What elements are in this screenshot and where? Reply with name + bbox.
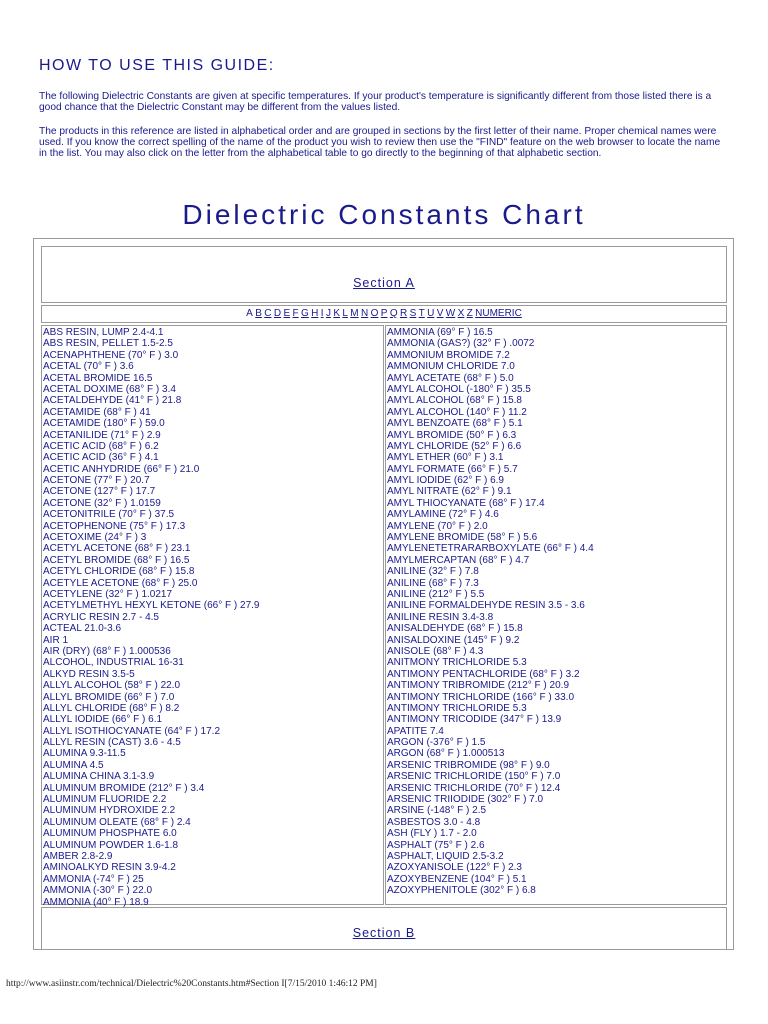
entry-row: ACETYLMETHYL HEXYL KETONE (66° F ) 27.9 — [43, 600, 260, 612]
entry-row: AMYL ALCOHOL (140° F ) 11.2 — [387, 406, 527, 418]
entry-row: AMYL ACETATE (68° F ) 5.0 — [387, 372, 514, 384]
entry-row: ACETANILIDE (71° F ) 2.9 — [43, 429, 161, 441]
entry-row: ACETAMIDE (180° F ) 59.0 — [43, 418, 165, 430]
entry-row: ALLYL BROMIDE (66° F ) 7.0 — [43, 691, 175, 703]
entry-row: ANTIMONY PENTACHLORIDE (68° F ) 3.2 — [387, 668, 580, 680]
section-a-link[interactable]: Section A — [353, 276, 415, 290]
entry-row: AMYL FORMATE (66° F ) 5.7 — [387, 463, 518, 475]
alphabet-link-d[interactable]: D — [273, 308, 282, 319]
entry-row: ACETOXIME (24° F ) 3 — [43, 532, 147, 544]
entry-row: AZOXYANISOLE (122° F ) 2.3 — [387, 862, 522, 874]
entry-row: ANILINE (212° F ) 5.5 — [387, 588, 485, 600]
alphabet-link-w[interactable]: W — [445, 308, 456, 319]
entry-row: ANITMONY TRICHLORIDE 5.3 — [387, 657, 527, 669]
alphabet-link-j[interactable]: J — [325, 308, 331, 319]
entry-row: ACETOPHENONE (75° F ) 17.3 — [43, 520, 186, 532]
entry-row: ACETONE (77° F ) 20.7 — [43, 475, 150, 487]
entry-row: AMYLENETETRARARBOXYLATE (66° F ) 4.4 — [387, 543, 594, 555]
entry-row: AMYL NITRATE (62° F ) 9.1 — [387, 486, 512, 498]
entry-row: ACETYL ACETONE (68° F ) 23.1 — [43, 543, 191, 555]
entry-row: ANISOLE (68° F ) 4.3 — [387, 645, 484, 657]
entry-row: ACETONITRILE (70° F ) 37.5 — [43, 509, 175, 521]
entry-row: AMYLENE (70° F ) 2.0 — [387, 520, 488, 532]
entry-row: ALLYL CHLORIDE (68° F ) 8.2 — [43, 702, 180, 714]
chart-table — [33, 238, 734, 950]
entry-row: AMYL ALCOHOL (68° F ) 15.8 — [387, 395, 522, 407]
entry-row: AMYLAMINE (72° F ) 4.6 — [387, 509, 499, 521]
entry-row: ANILINE (68° F ) 7.3 — [387, 577, 479, 589]
entry-row: AMYL ALCOHOL (-180° F ) 35.5 — [387, 383, 531, 395]
entry-row: AMYLMERCAPTAN (68° F ) 4.7 — [387, 554, 530, 566]
entry-row: AMYL BROMIDE (50° F ) 6.3 — [387, 429, 517, 441]
entry-row: ACETAL BROMIDE 16.5 — [43, 372, 153, 384]
alphabet-link-p[interactable]: P — [380, 308, 388, 319]
right-entry-list — [387, 327, 594, 897]
entry-row: AMMONIA (GAS?) (32° F ) .0072 — [387, 338, 535, 350]
entry-row: ALUMINUM BROMIDE (212° F ) 3.4 — [43, 782, 205, 794]
entry-row: ACETYLE ACETONE (68° F ) 25.0 — [43, 577, 198, 589]
right-column — [385, 325, 727, 905]
alphabet-link-numeric[interactable]: NUMERIC — [475, 308, 522, 319]
entry-row: ANTIMONY TRIBROMIDE (212° F ) 20.9 — [387, 680, 570, 692]
entry-row: AMYLENE BROMIDE (58° F ) 5.6 — [387, 532, 538, 544]
entry-row: AMMONIUM CHLORIDE 7.0 — [387, 361, 515, 373]
entry-row: ACETONE (32° F ) 1.0159 — [43, 497, 161, 509]
entry-row: AMMONIA (69° F ) 16.5 — [387, 327, 493, 338]
alphabet-link-n[interactable]: N — [361, 308, 369, 319]
entry-row: AMMONIA (-30° F ) 22.0 — [43, 885, 153, 897]
entry-row: AZOXYBENZENE (104° F ) 5.1 — [387, 873, 527, 885]
entry-row: AMYL THIOCYANATE (68° F ) 17.4 — [387, 497, 545, 509]
entry-row: ASBESTOS 3.0 - 4.8 — [387, 816, 481, 828]
entry-row: ABS RESIN, LUMP 2.4-4.1 — [43, 327, 164, 338]
entry-row: ACETYLENE (32° F ) 1.0217 — [43, 588, 173, 600]
entry-row: ACETIC ACID (36° F ) 4.1 — [43, 452, 159, 464]
entry-row: ARGON (-376° F ) 1.5 — [387, 737, 486, 749]
alphabet-link-q[interactable]: Q — [389, 308, 398, 319]
entry-row: ACENAPHTHENE (70° F ) 3.0 — [43, 349, 179, 361]
entry-row: ANILINE FORMALDEHYDE RESIN 3.5 - 3.6 — [387, 600, 585, 612]
entry-row: ACETAL DOXIME (68° F ) 3.4 — [43, 383, 176, 395]
entry-row: ASH (FLY ) 1.7 - 2.0 — [387, 828, 477, 840]
guide-heading: HOW TO USE THIS GUIDE: — [39, 57, 275, 74]
entry-row: ARSENIC TRIBROMIDE (98° F ) 9.0 — [387, 759, 550, 771]
entry-row: ALUMINUM HYDROXIDE 2.2 — [43, 805, 176, 817]
entry-row: AMYL IODIDE (62° F ) 6.9 — [387, 475, 504, 487]
page-url-footer: http://www.asiinstr.com/technical/Dielectric%20Constants.htm#Section I[7/15/2010 1:46:12 PM] — [6, 979, 377, 989]
alphabet-link-m[interactable]: M — [350, 308, 359, 319]
entry-row: ALUMINA CHINA 3.1-3.9 — [43, 771, 155, 783]
entry-row: AMMONIA (40° F ) 18.9 — [43, 896, 149, 908]
entry-row: ALUMINUM OLEATE (68° F ) 2.4 — [43, 816, 191, 828]
alphabet-link-k[interactable]: K — [333, 308, 340, 319]
alphabet-link-b[interactable]: B — [255, 308, 262, 319]
entry-row: ACTEAL 21.0-3.6 — [43, 623, 122, 635]
alphabet-link-u[interactable]: U — [427, 308, 435, 319]
entry-row: ALUMINUM POWDER 1.6-1.8 — [43, 839, 179, 851]
alphabet-link-s[interactable]: S — [409, 308, 417, 319]
alphabet-link-c[interactable]: C — [264, 308, 272, 319]
entry-row: ASPHALT (75° F ) 2.6 — [387, 839, 485, 851]
entry-row: ACRYLIC RESIN 2.7 - 4.5 — [43, 611, 159, 623]
entry-row: ACETYL CHLORIDE (68° F ) 15.8 — [43, 566, 195, 578]
entry-row: ALUMINA 9.3-11.5 — [43, 748, 126, 760]
entry-row: ARSENIC TRICHLORIDE (150° F ) 7.0 — [387, 771, 561, 783]
entry-row: ALUMINUM FLUORIDE 2.2 — [43, 794, 167, 806]
section-b-header — [41, 907, 727, 950]
entry-row: ACETIC ANHYDRIDE (66° F ) 21.0 — [43, 463, 200, 475]
alphabet-link-z[interactable]: Z — [466, 308, 473, 319]
entry-row: ASPHALT, LIQUID 2.5-3.2 — [387, 850, 504, 862]
alphabet-link-i[interactable]: I — [320, 308, 324, 319]
entry-row: ACETAL (70° F ) 3.6 — [43, 361, 134, 373]
entry-row: ACETYL BROMIDE (68° F ) 16.5 — [43, 554, 190, 566]
chart-title: Dielectric Constants Chart — [182, 199, 586, 230]
entry-row: AMYL ETHER (60° F ) 3.1 — [387, 452, 504, 464]
entry-row: AMINOALKYD RESIN 3.9-4.2 — [43, 862, 176, 874]
entry-row: AIR 1 — [43, 634, 69, 646]
entry-row: AMMONIA (-74° F ) 25 — [43, 873, 144, 885]
entry-row: ACETONE (127° F ) 17.7 — [43, 486, 156, 498]
alphabet-link-f[interactable]: F — [292, 308, 299, 319]
entry-row: AIR (DRY) (68° F ) 1.000536 — [43, 645, 171, 657]
entry-row: ARGON (68° F ) 1.000513 — [387, 748, 505, 760]
left-entry-list — [43, 327, 259, 908]
alphabet-link-x[interactable]: X — [457, 308, 465, 319]
entry-row: ALUMINUM PHOSPHATE 6.0 — [43, 828, 177, 840]
alphabet-link-r[interactable]: R — [399, 308, 408, 319]
alphabet-link-e[interactable]: E — [283, 308, 291, 319]
entry-row: ALLYL RESIN (CAST) 3.6 - 4.5 — [43, 737, 181, 749]
entry-row: ARSINE (-148° F ) 2.5 — [387, 805, 487, 817]
entry-row: ALUMINA 4.5 — [43, 759, 104, 771]
section-b-link[interactable]: Section B — [352, 926, 416, 940]
guide-paragraph-temperatures: The following Dielectric Constants are given at specific temperatures. If your product's temperature is significantly different from those listed there is a good chance that the Dielectric Constant may be different from the values listed. — [39, 91, 712, 114]
entry-row: ALKYD RESIN 3.5-5 — [43, 668, 135, 680]
entry-row: ALLYL ISOTHIOCYANATE (64° F ) 17.2 — [43, 725, 221, 737]
entry-row: ALCOHOL, INDUSTRIAL 16-31 — [43, 657, 184, 669]
entry-row: AMYL CHLORIDE (52° F ) 6.6 — [387, 440, 522, 452]
alphabet-link-v[interactable]: V — [436, 308, 444, 319]
alphabet-link-g[interactable]: G — [301, 308, 309, 319]
alphabet-link-l[interactable]: L — [342, 308, 348, 319]
alphabet-index — [41, 305, 727, 323]
entry-row: ANTIMONY TRICODIDE (347° F ) 13.9 — [387, 714, 562, 726]
guide-paragraph-usage: The products in this reference are listed in alphabetical order and are grouped in sections by the first letter of their name. Proper chemical names were used. If you know the correct spelling of the name of the product you wish to review then use the "FIND" feature on the web browser to locate the name in the list. You may also click on the letter from the alphabetical table to go directly to the beginning of that alphabetic section. — [39, 126, 721, 160]
entry-row: ARSENIC TRICHLORIDE (70° F ) 12.4 — [387, 782, 561, 794]
entry-row: ACETAMIDE (68° F ) 41 — [43, 406, 151, 418]
entry-row: APATITE 7.4 — [387, 725, 444, 737]
entry-row: ANISALDEHYDE (68° F ) 15.8 — [387, 623, 523, 635]
entry-row: AZOXYPHENITOLE (302° F ) 6.8 — [387, 885, 536, 897]
entry-row: ABS RESIN, PELLET 1.5-2.5 — [43, 338, 173, 350]
entry-row: ARSENIC TRIIODIDE (302° F ) 7.0 — [387, 794, 544, 806]
entry-row: AMYL BENZOATE (68° F ) 5.1 — [387, 418, 523, 430]
entry-row: ANTIMONY TRICHLORIDE 5.3 — [387, 702, 527, 714]
entry-row: ALLYL IODIDE (66° F ) 6.1 — [43, 714, 163, 726]
entry-row: ALLYL ALCOHOL (58° F ) 22.0 — [43, 680, 181, 692]
section-a-header — [41, 246, 727, 303]
entry-row: AMBER 2.8-2.9 — [43, 850, 113, 862]
alphabet-link-h[interactable]: H — [311, 308, 319, 319]
entry-row: ACETALDEHYDE (41° F ) 21.8 — [43, 395, 182, 407]
alphabet-link-t[interactable]: T — [418, 308, 425, 319]
entry-row: ANTIMONY TRICHLORIDE (166° F ) 33.0 — [387, 691, 575, 703]
entry-row: AMMONIUM BROMIDE 7.2 — [387, 349, 510, 361]
entry-row: ANISALDOXINE (145° F ) 9.2 — [387, 634, 520, 646]
entry-row: ANILINE (32° F ) 7.8 — [387, 566, 479, 578]
alphabet-link-a: A — [246, 308, 253, 319]
alphabet-link-o[interactable]: O — [370, 308, 379, 319]
entry-row: ANILINE RESIN 3.4-3.8 — [387, 611, 494, 623]
entry-row: ACETIC ACID (68° F ) 6.2 — [43, 440, 159, 452]
left-column — [41, 325, 384, 908]
